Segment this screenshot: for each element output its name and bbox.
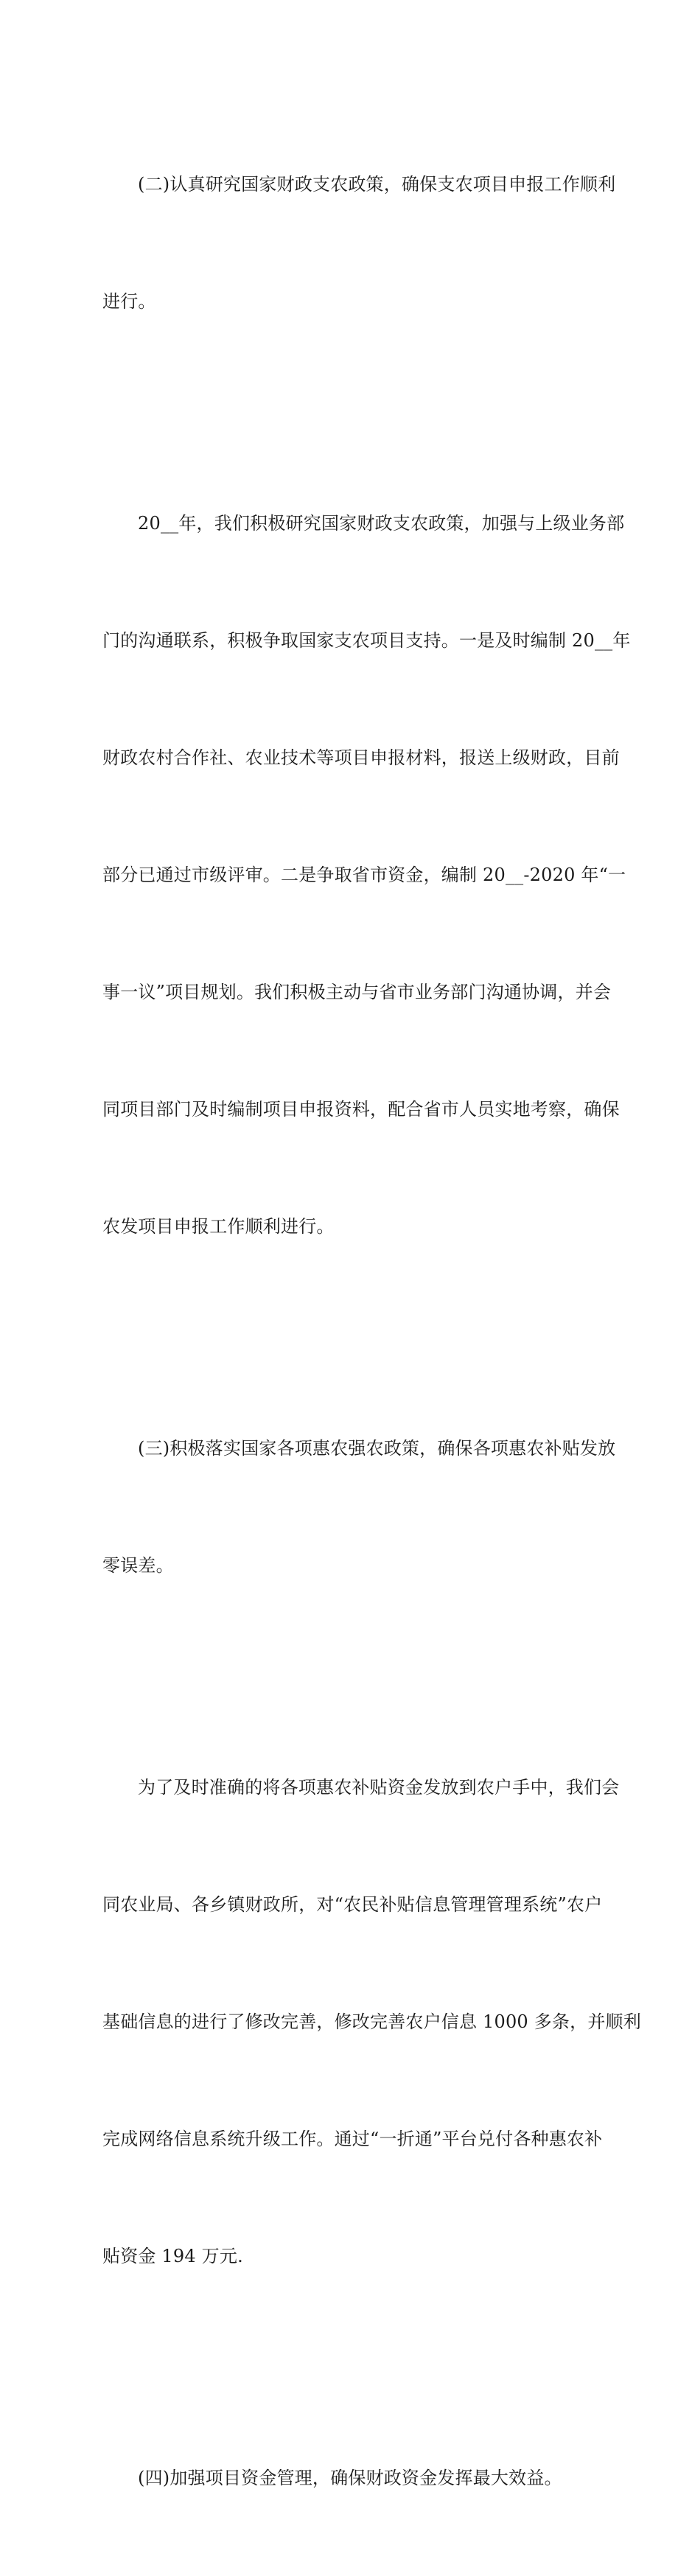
text-line: 同项目部门及时编制项目申报资料，配合省市人员实地考察，确保 xyxy=(102,1099,620,1120)
section-heading xyxy=(102,87,616,399)
document-body xyxy=(102,87,641,2576)
text-line: (三)积极落实国家各项惠农强农政策，确保各项惠农补贴发放 xyxy=(138,1438,616,1459)
body-paragraph xyxy=(102,426,631,1324)
text-line: (二)认真研究国家财政支农政策，确保支农项目申报工作顺利 xyxy=(138,174,616,195)
text-line: 零误差。 xyxy=(102,1555,174,1576)
text-line: 农发项目申报工作顺利进行。 xyxy=(102,1216,335,1237)
body-paragraph xyxy=(102,1690,641,2354)
text-line: (四)加强项目资金管理，确保财政资金发挥最大效益。 xyxy=(138,2468,562,2488)
section-heading xyxy=(102,1351,616,1664)
text-line: 完成网络信息系统升级工作。通过“一折通”平台兑付各种惠农补 xyxy=(102,2129,603,2149)
section-heading xyxy=(102,2381,576,2576)
text-line: 门的沟通联系，积极争取国家支农项目支持。一是及时编制 20__年 xyxy=(102,630,631,651)
text-line: 事一议”项目规划。我们积极主动与省市业务部门沟通协调，并会 xyxy=(102,982,612,1002)
text-line: 同农业局、各乡镇财政所，对“农民补贴信息管理管理系统”农户 xyxy=(102,1894,603,1915)
text-line: 为了及时准确的将各项惠农补贴资金发放到农户手中，我们会 xyxy=(138,1777,620,1798)
text-line: 财政农村合作社、农业技术等项目申报材料，报送上级财政，目前 xyxy=(102,747,620,768)
text-line: 20__年，我们积极研究国家财政支农政策，加强与上级业务部 xyxy=(138,513,625,534)
text-line: 部分已通过市级评审。二是争取省市资金，编制 20__-2020 年“一 xyxy=(102,865,626,885)
text-line: 进行。 xyxy=(102,291,156,312)
text-line: 贴资金 194 万元. xyxy=(102,2246,243,2266)
text-line: 基础信息的进行了修改完善，修改完善农户信息 1000 多条，并顺利 xyxy=(102,2011,641,2032)
